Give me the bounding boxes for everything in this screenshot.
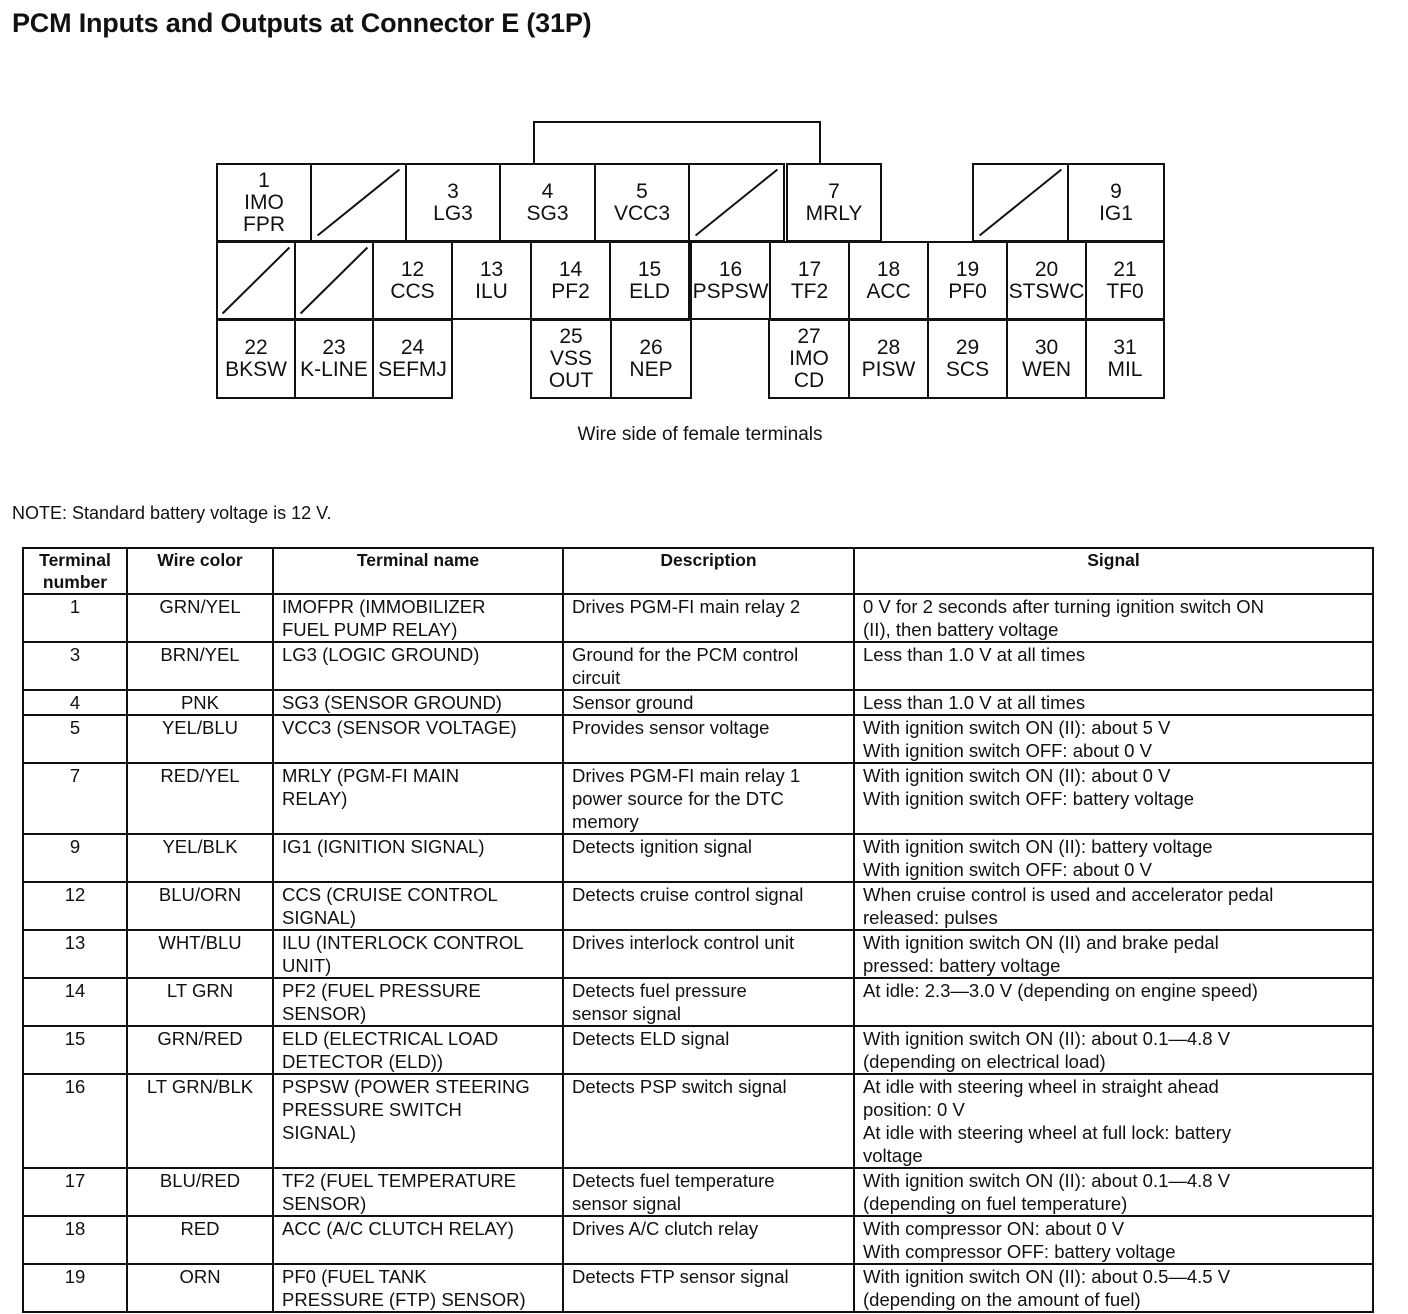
cell-description: Provides sensor voltage xyxy=(563,715,854,763)
table-row xyxy=(23,1216,1373,1264)
cell-terminal-number: 5 xyxy=(23,715,127,763)
connector-cell-4 xyxy=(499,163,596,242)
table-row xyxy=(23,978,1373,1026)
connector-cell-22 xyxy=(216,319,296,399)
connector-cell-1 xyxy=(216,163,312,242)
battery-note: NOTE: Standard battery voltage is 12 V. xyxy=(12,503,332,523)
header-wire-color: Wire color xyxy=(127,548,273,594)
cell-terminal-name: CCS (CRUISE CONTROL SIGNAL) xyxy=(273,882,563,930)
terminal-number: 15 xyxy=(637,257,662,281)
terminal-label: PF0 xyxy=(948,279,987,303)
cell-terminal-name: LG3 (LOGIC GROUND) xyxy=(273,642,563,690)
cell-description: Detects cruise control signal xyxy=(563,882,854,930)
terminal-number: 24 xyxy=(400,336,425,359)
table-row xyxy=(23,763,1373,834)
connector-cell-31 xyxy=(1085,319,1165,399)
cell-description: Detects PSP switch signal xyxy=(563,1074,854,1168)
connector-cell-unused xyxy=(310,163,407,242)
cell-description: Drives PGM-FI main relay 1 power source for the DTC memory xyxy=(563,763,854,834)
cell-terminal-number: 12 xyxy=(23,882,127,930)
terminal-label: PSPSW xyxy=(692,279,769,303)
terminal-number: 26 xyxy=(639,336,663,359)
terminal-label: VCC3 xyxy=(613,201,671,225)
cell-description: Detects fuel pressure sensor signal xyxy=(563,978,854,1026)
terminal-number: 12 xyxy=(400,257,425,281)
terminal-label: BKSW xyxy=(225,358,287,381)
connector-cell-29 xyxy=(927,319,1008,399)
cell-terminal-number: 1 xyxy=(23,594,127,642)
terminal-label: ACC xyxy=(866,279,911,303)
cell-description: Detects fuel temperature sensor signal xyxy=(563,1168,854,1216)
terminal-label: K-LINE xyxy=(300,358,368,381)
cell-terminal-name: PF0 (FUEL TANK PRESSURE (FTP) SENSOR) xyxy=(273,1264,563,1312)
cell-terminal-name: MRLY (PGM-FI MAIN RELAY) xyxy=(273,763,563,834)
header-terminal-line-1: Terminal xyxy=(39,550,111,570)
table-row xyxy=(23,1074,1373,1168)
table-row xyxy=(23,1168,1373,1216)
terminal-label: IG1 xyxy=(1099,201,1133,225)
connector-cell-9 xyxy=(1067,163,1165,242)
cell-terminal-number: 13 xyxy=(23,930,127,978)
cell-signal: Less than 1.0 V at all times xyxy=(854,690,1373,715)
cell-wire-color: PNK xyxy=(127,690,273,715)
terminal-label: FPR xyxy=(243,212,285,236)
terminal-label: CCS xyxy=(390,279,435,303)
cell-description: Ground for the PCM control circuit xyxy=(563,642,854,690)
terminal-label: LG3 xyxy=(433,201,473,225)
connector-cell-18 xyxy=(848,241,929,320)
terminal-label: ILU xyxy=(475,279,508,303)
header-description: Description xyxy=(563,548,854,594)
connector-cell-12 xyxy=(372,241,453,320)
cell-terminal-number: 3 xyxy=(23,642,127,690)
connector-cell-unused xyxy=(294,241,374,320)
connector-cell-15 xyxy=(609,241,690,320)
table-header-row xyxy=(23,548,1373,594)
connector-cell-23 xyxy=(294,319,374,399)
terminal-number: 9 xyxy=(1110,179,1122,203)
cell-terminal-name: ACC (A/C CLUTCH RELAY) xyxy=(273,1216,563,1264)
cell-description: Detects ignition signal xyxy=(563,834,854,882)
connector-cell-unused xyxy=(688,163,785,242)
terminal-number: 5 xyxy=(636,179,648,203)
cell-wire-color: ORN xyxy=(127,1264,273,1312)
cell-signal: With ignition switch ON (II): about 0.5—4.5 V (depending on the amount of fuel) xyxy=(854,1264,1373,1312)
cell-terminal-number: 9 xyxy=(23,834,127,882)
cell-signal: Less than 1.0 V at all times xyxy=(854,642,1373,690)
connector-cell-unused xyxy=(216,241,296,320)
table-row xyxy=(23,642,1373,690)
cell-description: Sensor ground xyxy=(563,690,854,715)
unused-slash-icon xyxy=(218,243,294,318)
connector-cell-26 xyxy=(610,319,692,399)
cell-wire-color: LT GRN/BLK xyxy=(127,1074,273,1168)
terminal-number: 4 xyxy=(541,179,554,203)
terminal-label: PF2 xyxy=(551,279,590,303)
terminal-label: MRLY xyxy=(805,201,863,225)
terminal-label: IMO xyxy=(244,190,284,214)
header-terminal-name: Terminal name xyxy=(273,548,563,594)
terminal-number: 1 xyxy=(258,168,270,192)
cell-terminal-name: ELD (ELECTRICAL LOAD DETECTOR (ELD)) xyxy=(273,1026,563,1074)
cell-description: Drives interlock control unit xyxy=(563,930,854,978)
connector-diagram xyxy=(216,121,1168,401)
header-signal: Signal xyxy=(854,548,1373,594)
cell-terminal-name: IMOFPR (IMMOBILIZER FUEL PUMP RELAY) xyxy=(273,594,563,642)
cell-wire-color: BLU/RED xyxy=(127,1168,273,1216)
cell-terminal-name: TF2 (FUEL TEMPERATURE SENSOR) xyxy=(273,1168,563,1216)
terminal-number: 3 xyxy=(447,179,459,203)
table-row xyxy=(23,1264,1373,1312)
page-title: PCM Inputs and Outputs at Connector E (31P) xyxy=(12,8,592,38)
terminal-number: 7 xyxy=(828,179,840,203)
terminal-label: OUT xyxy=(548,369,594,392)
terminal-label: SG3 xyxy=(526,201,569,225)
cell-signal: With ignition switch ON (II): battery voltage With ignition switch OFF: about 0 V xyxy=(854,834,1373,882)
terminal-number: 22 xyxy=(244,336,268,359)
cell-terminal-name: VCC3 (SENSOR VOLTAGE) xyxy=(273,715,563,763)
cell-wire-color: YEL/BLK xyxy=(127,834,273,882)
terminal-number: 19 xyxy=(955,257,980,281)
cell-wire-color: BLU/ORN xyxy=(127,882,273,930)
cell-signal: With ignition switch ON (II): about 0.1—4.8 V (depending on fuel temperature) xyxy=(854,1168,1373,1216)
cell-signal: At idle: 2.3—3.0 V (depending on engine speed) xyxy=(854,978,1373,1026)
connector-cell-27 xyxy=(768,319,850,399)
cell-terminal-name: PSPSW (POWER STEERING PRESSURE SWITCH SIGNAL) xyxy=(273,1074,563,1168)
connector-cell-7 xyxy=(786,163,882,242)
cell-signal: With ignition switch ON (II): about 0 V With ignition switch OFF: battery voltage xyxy=(854,763,1373,834)
cell-wire-color: GRN/YEL xyxy=(127,594,273,642)
connector-cell-28 xyxy=(848,319,929,399)
cell-signal: At idle with steering wheel in straight ahead position: 0 V At idle with steering wheel at full lock: battery voltage xyxy=(854,1074,1373,1168)
terminal-label: MIL xyxy=(1107,358,1143,381)
cell-terminal-number: 19 xyxy=(23,1264,127,1312)
table-body xyxy=(23,594,1373,1312)
connector-cell-3 xyxy=(405,163,501,242)
cell-signal: With ignition switch ON (II) and brake pedal pressed: battery voltage xyxy=(854,930,1373,978)
terminal-label: SCS xyxy=(945,358,990,381)
cell-signal: When cruise control is used and accelerator pedal released: pulses xyxy=(854,882,1373,930)
terminal-label: TF2 xyxy=(790,279,829,303)
terminal-label: VSS xyxy=(549,347,593,370)
connector-cell-16 xyxy=(690,241,771,320)
connector-cell-20 xyxy=(1006,241,1087,320)
table-row xyxy=(23,690,1373,715)
table-row xyxy=(23,1026,1373,1074)
cell-terminal-number: 7 xyxy=(23,763,127,834)
table-row xyxy=(23,930,1373,978)
terminal-number: 27 xyxy=(797,325,821,348)
cell-signal: With compressor ON: about 0 V With compressor OFF: battery voltage xyxy=(854,1216,1373,1264)
cell-signal: With ignition switch ON (II): about 0.1—4.8 V (depending on electrical load) xyxy=(854,1026,1373,1074)
connector-cell-17 xyxy=(769,241,850,320)
cell-description: Drives PGM-FI main relay 2 xyxy=(563,594,854,642)
connector-cell-30 xyxy=(1006,319,1087,399)
table-row xyxy=(23,715,1373,763)
cell-wire-color: GRN/RED xyxy=(127,1026,273,1074)
connector-cell-14 xyxy=(530,241,611,320)
cell-description: Detects FTP sensor signal xyxy=(563,1264,854,1312)
connector-cell-21 xyxy=(1085,241,1165,320)
terminal-label: WEN xyxy=(1022,358,1071,381)
cell-wire-color: WHT/BLU xyxy=(127,930,273,978)
terminal-number: 17 xyxy=(797,257,822,281)
connector-cell-5 xyxy=(594,163,690,242)
terminal-table xyxy=(22,547,1374,1313)
terminal-label: STSWC xyxy=(1008,279,1085,303)
cell-terminal-number: 4 xyxy=(23,690,127,715)
cell-terminal-number: 15 xyxy=(23,1026,127,1074)
cell-signal: 0 V for 2 seconds after turning ignition switch ON (II), then battery voltage xyxy=(854,594,1373,642)
connector-latch xyxy=(533,121,821,163)
cell-terminal-number: 14 xyxy=(23,978,127,1026)
terminal-number: 13 xyxy=(479,257,504,281)
terminal-number: 23 xyxy=(322,336,346,359)
cell-wire-color: RED/YEL xyxy=(127,763,273,834)
cell-terminal-number: 17 xyxy=(23,1168,127,1216)
table-row xyxy=(23,882,1373,930)
terminal-number: 21 xyxy=(1113,257,1137,281)
terminal-number: 25 xyxy=(559,325,583,348)
table-row xyxy=(23,594,1373,642)
unused-slash-icon xyxy=(296,243,372,318)
terminal-number: 18 xyxy=(876,257,901,281)
terminal-number: 28 xyxy=(876,336,901,359)
terminal-number: 20 xyxy=(1034,257,1059,281)
terminal-label: PISW xyxy=(861,358,916,381)
terminal-number: 14 xyxy=(558,257,583,281)
cell-wire-color: BRN/YEL xyxy=(127,642,273,690)
cell-terminal-name: SG3 (SENSOR GROUND) xyxy=(273,690,563,715)
terminal-label: ELD xyxy=(629,279,670,303)
cell-terminal-name: ILU (INTERLOCK CONTROL UNIT) xyxy=(273,930,563,978)
cell-wire-color: YEL/BLU xyxy=(127,715,273,763)
terminal-label: IMO xyxy=(789,347,829,370)
terminal-number: 16 xyxy=(718,257,743,281)
unused-slash-icon xyxy=(312,165,405,240)
terminal-number: 31 xyxy=(1113,336,1137,359)
terminal-number: 29 xyxy=(955,336,980,359)
connector-cell-13 xyxy=(451,241,532,320)
cell-description: Detects ELD signal xyxy=(563,1026,854,1074)
unused-slash-icon xyxy=(690,165,783,240)
connector-cell-24 xyxy=(372,319,453,399)
connector-cell-unused xyxy=(972,163,1069,242)
header-terminal-number xyxy=(23,548,127,594)
cell-signal: With ignition switch ON (II): about 5 V With ignition switch OFF: about 0 V xyxy=(854,715,1373,763)
connector-cell-19 xyxy=(927,241,1008,320)
unused-slash-icon xyxy=(974,165,1067,240)
cell-terminal-number: 16 xyxy=(23,1074,127,1168)
cell-wire-color: LT GRN xyxy=(127,978,273,1026)
terminal-label: TF0 xyxy=(1106,279,1144,303)
cell-terminal-number: 18 xyxy=(23,1216,127,1264)
cell-terminal-name: IG1 (IGNITION SIGNAL) xyxy=(273,834,563,882)
cell-description: Drives A/C clutch relay xyxy=(563,1216,854,1264)
table-row xyxy=(23,834,1373,882)
cell-terminal-name: PF2 (FUEL PRESSURE SENSOR) xyxy=(273,978,563,1026)
connector-cell-25 xyxy=(530,319,612,399)
header-terminal-line-2: number xyxy=(42,572,108,592)
terminal-label: NEP xyxy=(629,358,673,381)
connector-caption: Wire side of female terminals xyxy=(577,424,823,445)
cell-wire-color: RED xyxy=(127,1216,273,1264)
terminal-label: SEFMJ xyxy=(378,358,447,381)
terminal-label: CD xyxy=(793,369,825,392)
terminal-number: 30 xyxy=(1034,336,1059,359)
